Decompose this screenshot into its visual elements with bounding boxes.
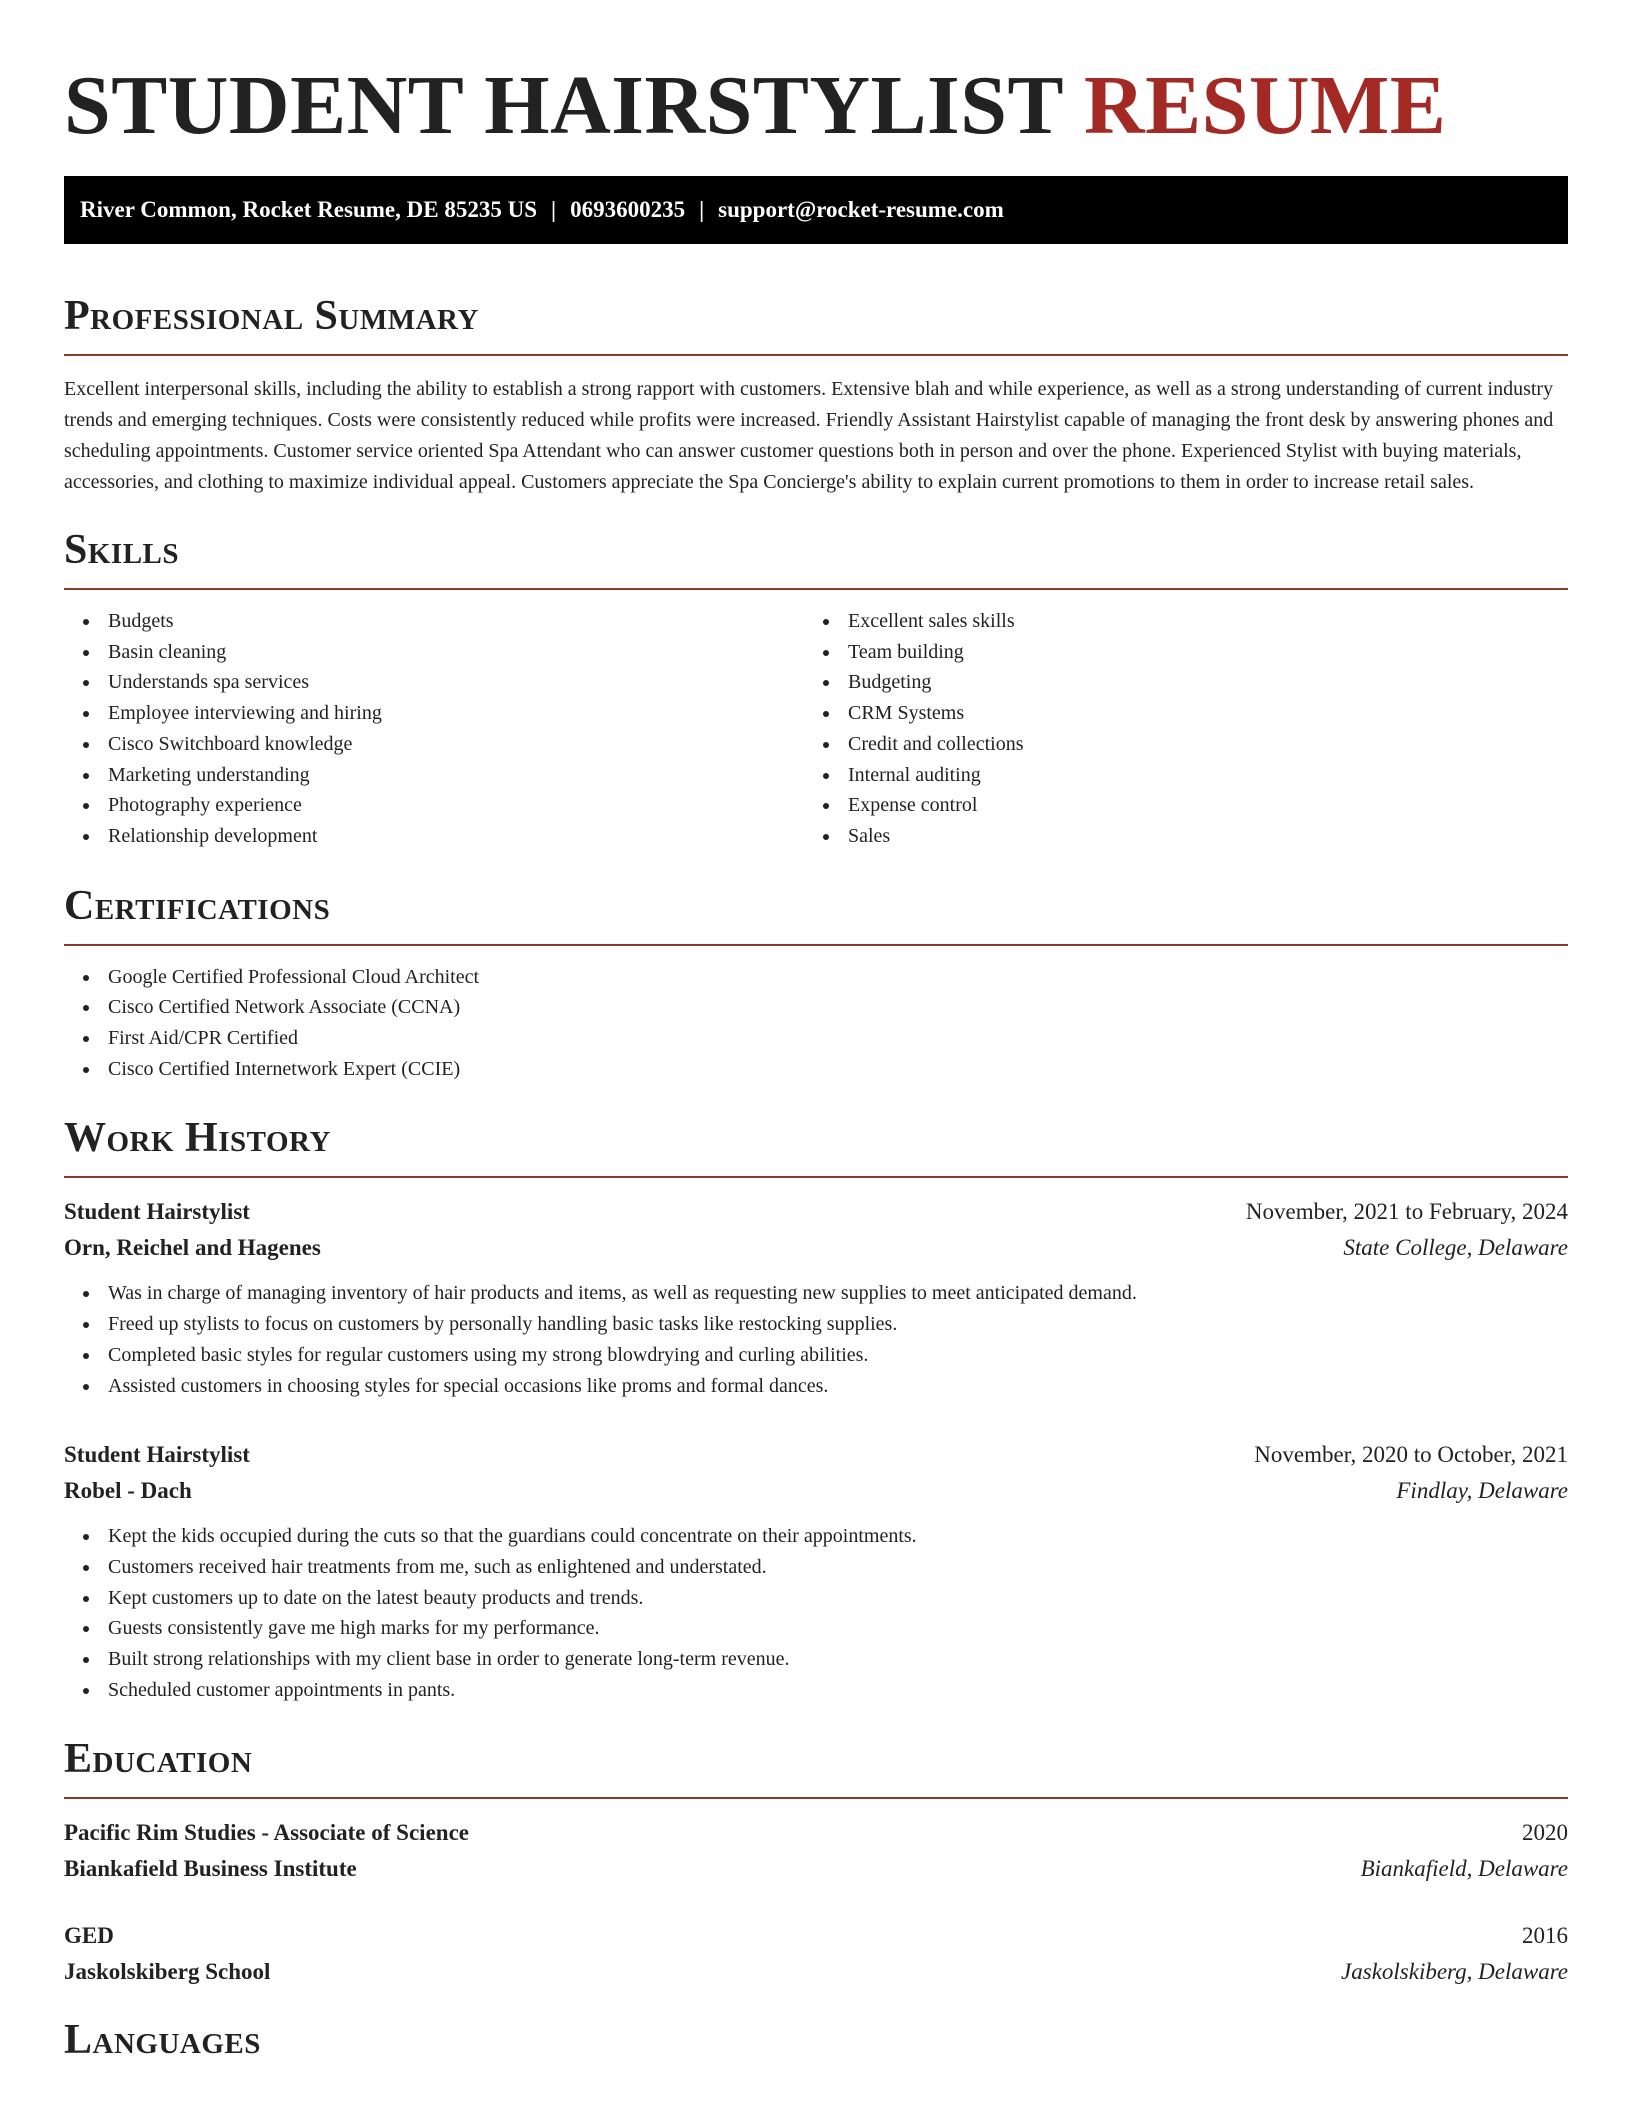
certification-item: Google Certified Professional Cloud Architect <box>64 962 1568 993</box>
education-year: 2016 <box>1522 1923 1568 1949</box>
skills-list-left <box>64 606 804 852</box>
skill-item: Relationship development <box>64 821 804 852</box>
contact-phone: 0693600235 <box>570 197 686 222</box>
summary-heading: Professional Summary <box>64 293 479 339</box>
skill-item: Budgeting <box>804 667 1544 698</box>
job-bullet: Guests consistently gave me high marks for my performance. <box>64 1613 1568 1644</box>
education-degree: GED <box>64 1923 114 1949</box>
job-company: Orn, Reichel and Hagenes <box>64 1235 321 1261</box>
certification-item: First Aid/CPR Certified <box>64 1023 1568 1054</box>
job-bullet: Freed up stylists to focus on customers by personally handling basic tasks like restocking supplies. <box>64 1309 1568 1340</box>
skill-item: Expense control <box>804 790 1544 821</box>
contact-email[interactable]: support@rocket-resume.com <box>718 197 1004 222</box>
job-entry <box>64 1437 1568 1705</box>
contact-separator: | <box>699 197 705 222</box>
job-bullet: Completed basic styles for regular customers using my strong blowdrying and curling abilities. <box>64 1340 1568 1371</box>
education-entry <box>64 1918 1568 1990</box>
education-section <box>64 1733 1568 1990</box>
contact-separator: | <box>550 197 557 222</box>
skill-item: Cisco Switchboard knowledge <box>64 729 804 760</box>
education-heading: Education <box>64 1736 253 1783</box>
section-divider <box>64 1797 1568 1799</box>
job-entry <box>64 1194 1568 1401</box>
skill-item: Budgets <box>64 606 804 637</box>
job-bullet: Kept customers up to date on the latest beauty products and trends. <box>64 1583 1568 1614</box>
skills-columns <box>64 606 1568 852</box>
skill-item: CRM Systems <box>804 698 1544 729</box>
education-degree: Pacific Rim Studies - Associate of Science <box>64 1820 469 1846</box>
certifications-list <box>64 962 1568 1085</box>
education-school-row <box>64 1954 1568 1990</box>
job-dates: November, 2021 to February, 2024 <box>1245 1199 1568 1225</box>
job-bullet: Scheduled customer appointments in pants. <box>64 1675 1568 1706</box>
skill-item: Marketing understanding <box>64 760 804 791</box>
skill-item: Basin cleaning <box>64 637 804 668</box>
job-bullet: Customers received hair treatments from me, such as enlightened and understated. <box>64 1552 1568 1583</box>
education-entry <box>64 1815 1568 1887</box>
languages-section <box>64 2014 1568 2066</box>
job-title: Student Hairstylist <box>64 1442 250 1468</box>
education-location: Biankafield, Delaware <box>1360 1856 1568 1882</box>
skill-item: Credit and collections <box>804 729 1544 760</box>
skill-item: Photography experience <box>64 790 804 821</box>
section-divider <box>64 944 1568 946</box>
certification-item: Cisco Certified Internetwork Expert (CCIE) <box>64 1054 1568 1085</box>
education-year: 2020 <box>1522 1820 1568 1846</box>
job-company-row <box>64 1473 1568 1509</box>
certifications-heading: Certifications <box>64 882 331 929</box>
education-school: Biankafield Business Institute <box>64 1856 357 1882</box>
job-bullet: Was in charge of managing inventory of hair products and items, as well as requesting new supplies to meet anticipated demand. <box>64 1278 1568 1309</box>
title-accent: RESUME <box>1083 59 1447 152</box>
section-divider <box>64 354 1568 356</box>
job-dates: November, 2020 to October, 2021 <box>1254 1442 1568 1468</box>
education-degree-row <box>64 1918 1568 1954</box>
education-degree-row <box>64 1815 1568 1851</box>
section-divider <box>64 1176 1568 1178</box>
summary-text: Excellent interpersonal skills, including the ability to establish a strong rapport with customers. Extensive blah and while experience, as well as a strong understanding of current industry trends and emerging techniques. Costs were consistently reduced while profits were increased. Friendly Assistant Hairstylist capable of managing the front desk by answering phones and scheduling appointments. Customer service oriented Spa Attendant who can answer customer questions both in person and over the phone. Experienced Stylist with buying materials, accessories, and clothing to maximize individual appeal. Customers appreciate the Spa Concierge's ability to explain current promotions to them in order to increase retail sales. <box>64 378 1554 493</box>
job-company-row <box>64 1230 1568 1266</box>
certification-item: Cisco Certified Network Associate (CCNA) <box>64 992 1568 1023</box>
resume-title <box>64 0 1568 176</box>
summary-section <box>64 290 1568 498</box>
job-location: State College, Delaware <box>1343 1235 1568 1261</box>
skill-item: Internal auditing <box>804 760 1544 791</box>
job-header-row <box>64 1194 1568 1230</box>
job-bullet: Assisted customers in choosing styles for special occasions like proms and formal dances. <box>64 1371 1568 1402</box>
skills-section <box>64 524 1568 852</box>
languages-heading: Languages <box>64 2017 261 2064</box>
job-title: Student Hairstylist <box>64 1199 250 1225</box>
job-header-row <box>64 1437 1568 1473</box>
job-bullet: Built strong relationships with my client base in order to generate long-term revenue. <box>64 1644 1568 1675</box>
section-divider <box>64 588 1568 590</box>
education-location: Jaskolskiberg, Delaware <box>1341 1959 1568 1985</box>
skills-list-right <box>804 606 1544 852</box>
skill-item: Understands spa services <box>64 667 804 698</box>
work-history-section <box>64 1112 1568 1705</box>
job-company: Robel - Dach <box>64 1478 192 1504</box>
skill-item: Excellent sales skills <box>804 606 1544 637</box>
skill-item: Employee interviewing and hiring <box>64 698 804 729</box>
education-school: Jaskolskiberg School <box>64 1959 271 1985</box>
job-bullets <box>64 1521 1568 1705</box>
skill-item: Sales <box>804 821 1544 852</box>
education-school-row <box>64 1851 1568 1887</box>
job-bullet: Kept the kids occupied during the cuts so that the guardians could concentrate on their appointments. <box>64 1521 1568 1552</box>
certifications-section <box>64 880 1568 1085</box>
work-history-heading: Work History <box>64 1115 331 1162</box>
title-main: STUDENT HAIRSTYLIST <box>64 59 1063 152</box>
job-bullets <box>64 1278 1568 1401</box>
skill-item: Team building <box>804 637 1544 668</box>
contact-address: River Common, Rocket Resume, DE 85235 US <box>80 197 537 222</box>
contact-bar <box>64 176 1568 244</box>
skills-heading: Skills <box>64 527 180 573</box>
job-location: Findlay, Delaware <box>1396 1478 1568 1504</box>
